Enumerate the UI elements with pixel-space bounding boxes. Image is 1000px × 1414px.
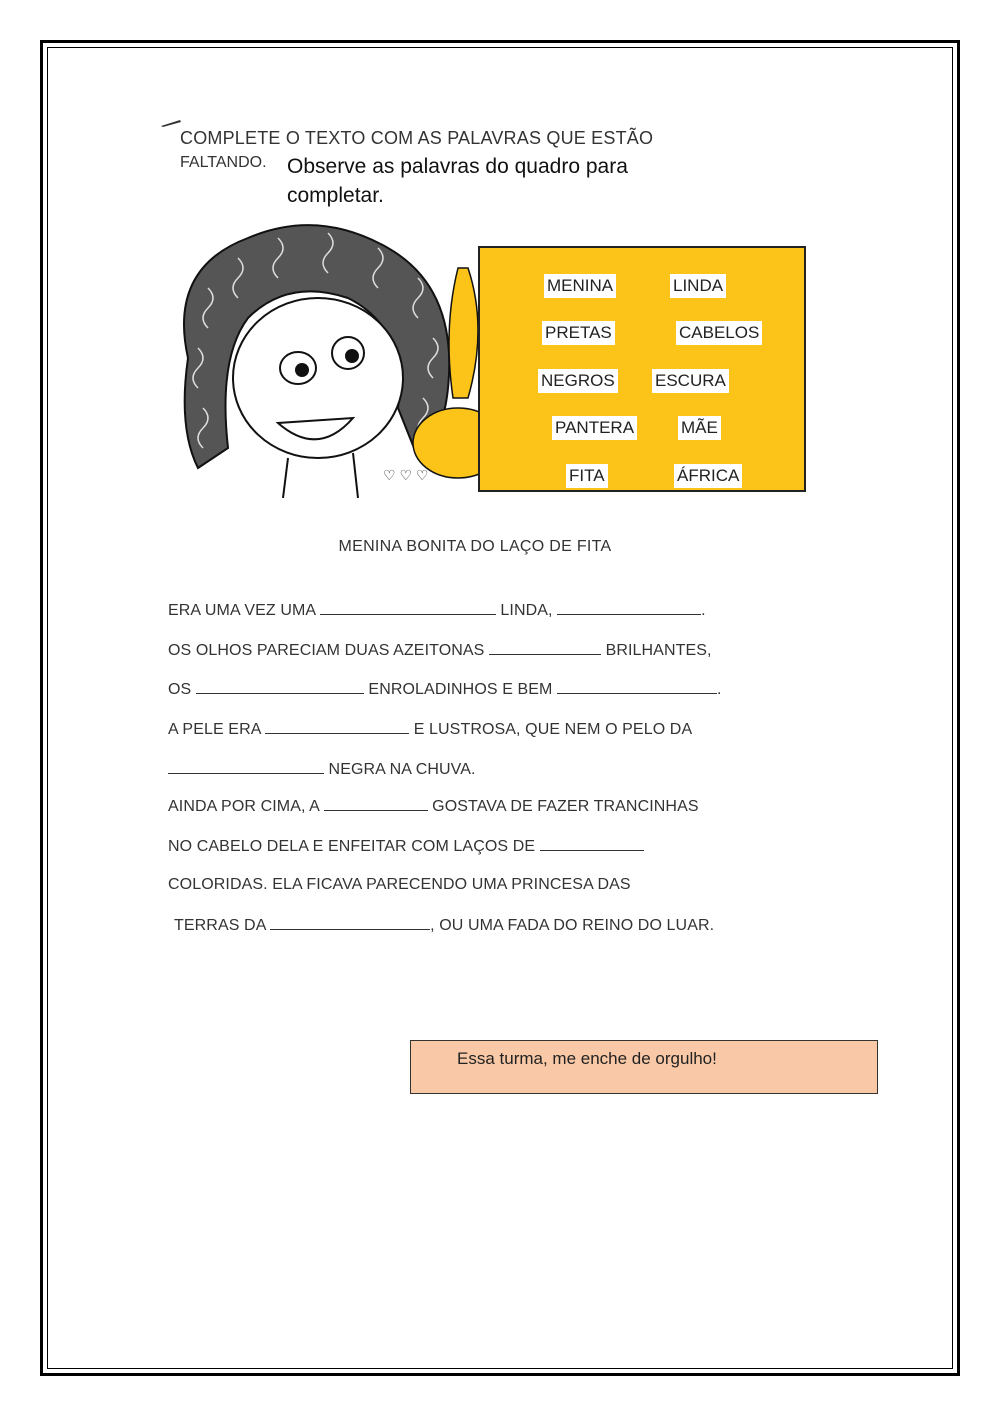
instruction-line-1: COMPLETE O TEXTO COM AS PALAVRAS QUE ESTÃO	[180, 128, 654, 148]
word-bank-item: PRETAS	[542, 321, 615, 345]
story-line: COLORIDAS. ELA FICAVA PARECENDO UMA PRINCESA DAS	[168, 876, 631, 893]
word-bank-item: MENINA	[544, 274, 616, 298]
story-line: NO CABELO DELA E ENFEITAR COM LAÇOS DE	[168, 836, 644, 856]
fill-blank[interactable]	[557, 679, 717, 694]
story-line: AINDA POR CIMA, A GOSTAVA DE FAZER TRANCINHAS	[168, 798, 699, 815]
story-line: TERRAS DA , OU UMA FADA DO REINO DO LUAR.	[174, 917, 715, 934]
fill-blank[interactable]	[196, 679, 364, 694]
girl-illustration	[168, 208, 488, 498]
note-text: Essa turma, me enche de orgulho!	[457, 1049, 717, 1068]
story-line: OS ENROLADINHOS E BEM .	[168, 681, 722, 698]
fill-blank[interactable]	[320, 600, 496, 615]
fill-blank[interactable]	[265, 719, 409, 734]
word-bank-box	[478, 246, 806, 492]
word-bank-item: CABELOS	[676, 321, 762, 345]
fill-blank[interactable]	[540, 836, 644, 851]
word-bank-item: FITA	[566, 464, 608, 488]
pen-mark-icon	[160, 118, 182, 128]
story-line: OS OLHOS PARECIAM DUAS AZEITONAS BRILHANTES,	[168, 642, 712, 659]
instruction-line-2: FALTANDO.	[180, 154, 267, 171]
fill-blank[interactable]	[168, 759, 324, 774]
fill-blank[interactable]	[557, 600, 701, 615]
word-bank-item: ÁFRICA	[674, 464, 742, 488]
svg-text:♡ ♡ ♡: ♡ ♡ ♡	[383, 467, 429, 483]
fill-blank[interactable]	[270, 915, 430, 930]
word-bank-item: ESCURA	[652, 369, 729, 393]
note-box	[410, 1040, 878, 1094]
observe-instruction: Observe as palavras do quadro para completar.	[287, 155, 628, 207]
word-bank-item: MÃE	[678, 416, 721, 440]
story-title: MENINA BONITA DO LAÇO DE FITA	[338, 538, 612, 555]
word-bank-item: LINDA	[670, 274, 726, 298]
word-bank-item: PANTERA	[552, 416, 637, 440]
story-line: ERA UMA VEZ UMA LINDA, .	[168, 602, 706, 619]
story-line: A PELE ERA E LUSTROSA, QUE NEM O PELO DA	[168, 721, 693, 738]
fill-blank[interactable]	[489, 640, 601, 655]
story-line: NEGRA NA CHUVA.	[168, 759, 476, 779]
fill-blank[interactable]	[324, 796, 428, 811]
word-bank-item: NEGROS	[538, 369, 618, 393]
